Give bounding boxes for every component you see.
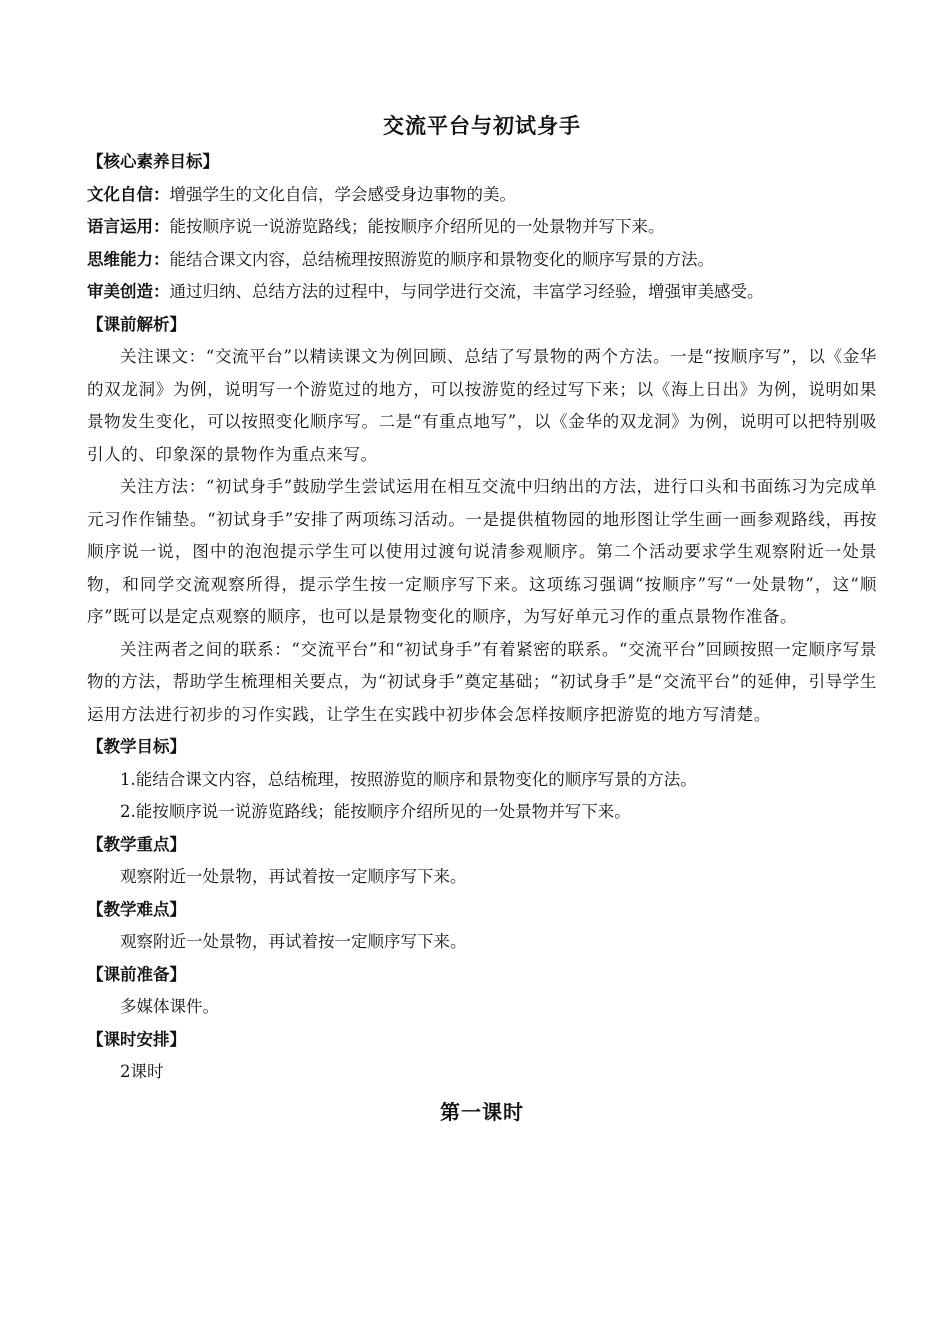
goal-key: 审美创造：: [87, 282, 170, 301]
difficulties-text: 观察附近一处景物，再试着按一定顺序写下来。: [120, 932, 467, 951]
analysis-paragraph-3: 关注两者之间的联系：“交流平台”和“初试身手”有着紧密的联系。“交流平台”回顾按照一定顺序写景物的方法，帮助学生梳理相关要点，为“初试身手”奠定基础；“初试身手”是“交流平台”的延伸，引导学生运用方法进行初步的习作实践，让学生在实践中初步体会怎样按顺序把游览的地方写清楚。: [87, 639, 877, 724]
schedule-text: 2课时: [120, 1062, 164, 1081]
difficulties-heading: 【教学难点】: [87, 899, 186, 919]
preparation-heading: 【课前准备】: [87, 964, 186, 984]
goal-text: 增强学生的文化自信，学会感受身边事物的美。: [169, 184, 516, 204]
analysis-paragraph-2: 关注方法：“初试身手”鼓励学生尝试运用在相互交流中归纳出的方法，进行口头和书面练习为完成单元习作作铺垫。“初试身手”安排了两项练习活动。一是提供植物园的地形图让学生画一画参观路线，再按顺序说一说，图中的泡泡提示学生可以使用过渡句说清参观顺序。第二个活动要求学生观察附近一处景物，和同学交流观察所得，提示学生按一定顺序写下来。这项练习强调“按顺序”写“一处景物”，这“顺序”既可以是定点观察的顺序，也可以是景物变化的顺序，为写好单元习作的重点景物作准备。: [87, 477, 877, 626]
teaching-goals-heading: 【教学目标】: [87, 737, 186, 756]
teaching-goal-2: 2.能按顺序说一说游览路线；能按顺序介绍所见的一处景物并写下来。: [120, 802, 631, 821]
goal-text: 能结合课文内容，总结梳理按照游览的顺序和景物变化的顺序写景的方法。: [169, 249, 714, 269]
core-goals-heading: 【核心素养目标】: [87, 152, 219, 171]
goal-text: 能按顺序说一说游览路线；能按顺序介绍所见的一处景物并写下来。: [169, 217, 665, 236]
preparation-text: 多媒体课件。: [120, 997, 219, 1016]
document-page: [87, 112, 877, 1127]
schedule-heading: 【课时安排】: [87, 1029, 186, 1049]
key-points-heading: 【教学重点】: [87, 834, 186, 854]
goal-thinking: [87, 244, 877, 277]
teaching-goal-1: 1.能结合课文内容，总结梳理，按照游览的顺序和景物变化的顺序写景的方法。: [120, 769, 697, 789]
goal-key: 思维能力：: [87, 249, 170, 269]
first-lesson-title: 第一课时: [440, 1099, 524, 1124]
analysis-heading: 【课前解析】: [87, 314, 186, 334]
analysis-paragraph-1: 关注课文：“交流平台”以精读课文为例回顾、总结了写景物的两个方法。一是“按顺序写”，以《金华的双龙洞》为例，说明写一个游览过的地方，可以按游览的经过写下来；以《海上日出》为例，说明如果景物发生变化，可以按照变化顺序写。二是“有重点地写”，以《金华的双龙洞》为例，说明可以把特别吸引人的、印象深的景物作为重点来写。: [87, 347, 877, 464]
key-points-text: 观察附近一处景物，再试着按一定顺序写下来。: [120, 867, 467, 886]
goal-language: [87, 211, 877, 244]
goal-culture: [87, 179, 877, 212]
goal-key: 文化自信：: [87, 184, 170, 204]
goal-key: 语言运用：: [87, 217, 170, 236]
document-title: 交流平台与初试身手: [383, 114, 581, 138]
goal-aesthetic: [87, 276, 877, 309]
goal-text: 通过归纳、总结方法的过程中，与同学进行交流，丰富学习经验，增强审美感受。: [169, 282, 764, 301]
